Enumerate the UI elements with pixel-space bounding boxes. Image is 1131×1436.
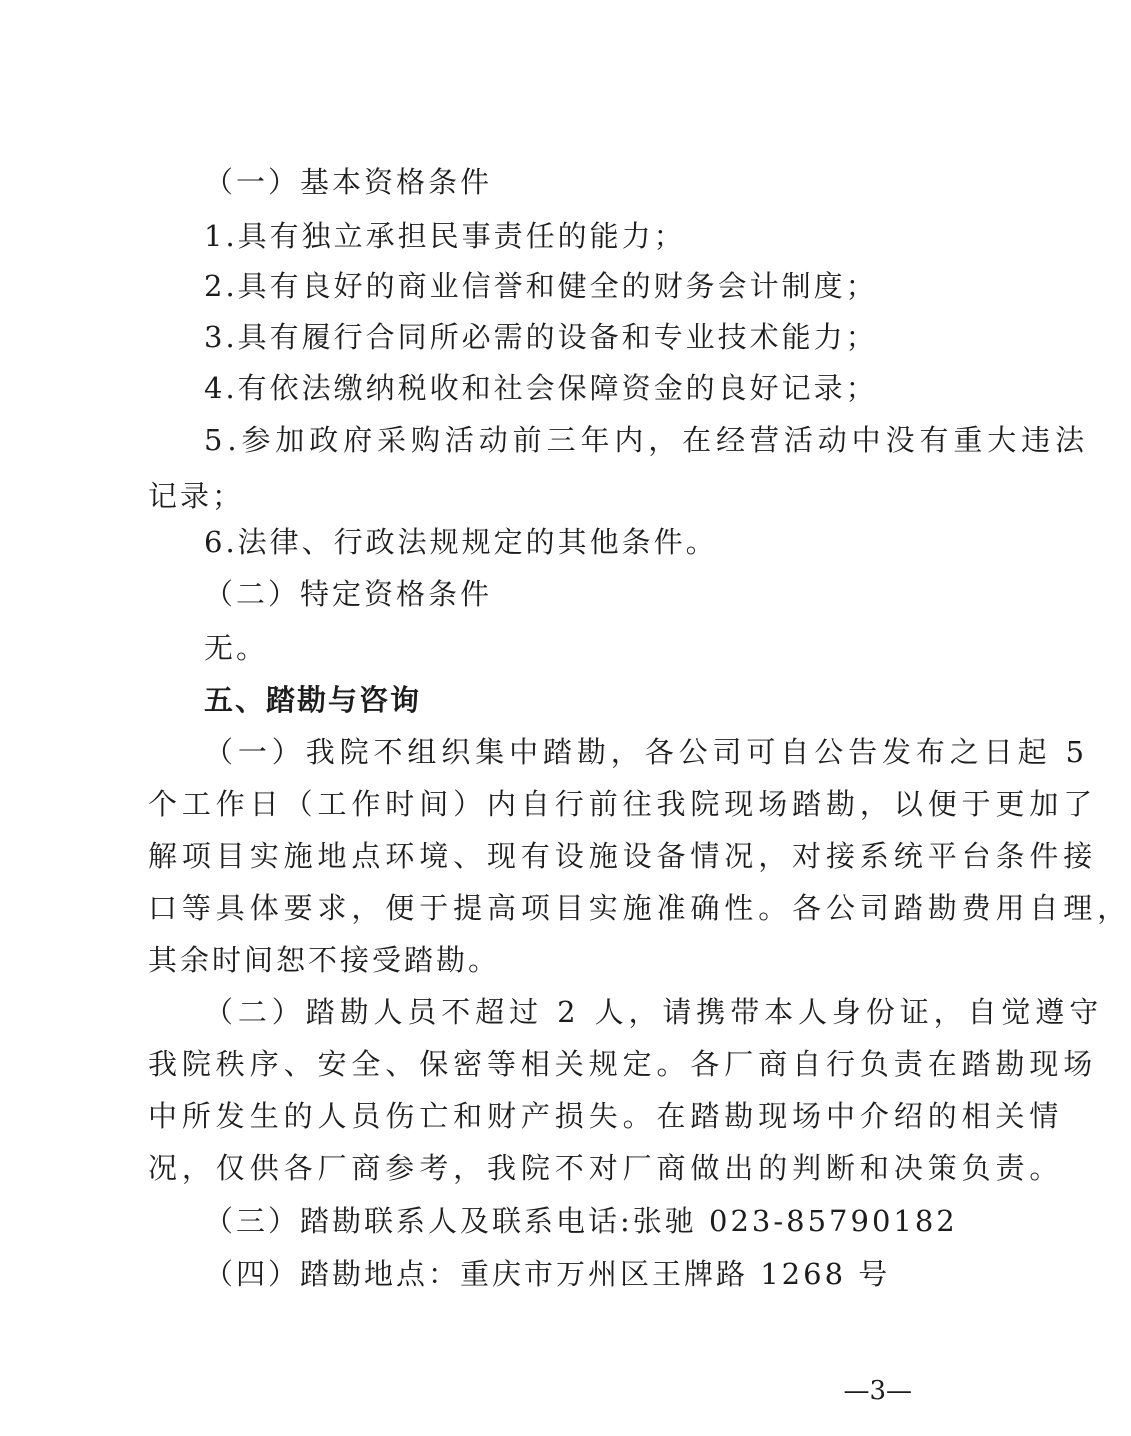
requirement-item-6: 6.法律、行政法规规定的其他条件。 (204, 525, 718, 559)
section-heading-site-visit: 五、踏勘与咨询 (204, 683, 422, 717)
requirement-item-1: 1.具有独立承担民事责任的能力； (204, 219, 686, 253)
page-number: —3— (843, 1376, 912, 1406)
subheading-basic-qualifications: （一）基本资格条件 (204, 165, 493, 199)
site-visit-contact: （三）踏勘联系人及联系电话:张驰 023-85790182 (204, 1204, 958, 1238)
site-visit-paragraph-1-line-4: 口等具体要求，便于提高项目实施准确性。各公司踏勘费用自理， (148, 891, 1131, 925)
site-visit-paragraph-1-line-2: 个工作日（工作时间）内自行前往我院现场踏勘，以便于更加了 (148, 787, 1098, 821)
requirement-item-5: 5.参加政府采购活动前三年内，在经营活动中没有重大违法 (204, 423, 1089, 457)
requirement-item-3: 3.具有履行合同所必需的设备和专业技术能力； (204, 320, 878, 354)
site-visit-location: （四）踏勘地点：重庆市万州区王牌路 1268 号 (204, 1257, 891, 1291)
site-visit-paragraph-1-line-1: （一）我院不组织集中踏勘，各公司可自公告发布之日起 5 (204, 735, 1089, 769)
requirement-item-5-continued: 记录； (148, 479, 245, 513)
specific-qualifications-none: 无。 (204, 631, 269, 665)
site-visit-paragraph-2-line-4: 况，仅供各厂商参考，我院不对厂商做出的判断和决策负责。 (148, 1151, 1064, 1185)
site-visit-paragraph-2-line-1: （二）踏勘人员不超过 2 人，请携带本人身份证，自觉遵守 (204, 995, 1104, 1029)
requirement-item-2: 2.具有良好的商业信誉和健全的财务会计制度； (204, 269, 878, 303)
site-visit-paragraph-2-line-2: 我院秩序、安全、保密等相关规定。各厂商自行负责在踏勘现场 (148, 1047, 1098, 1081)
site-visit-paragraph-2-line-3: 中所发生的人员伤亡和财产损失。在踏勘现场中介绍的相关情 (148, 1099, 1064, 1133)
site-visit-paragraph-1-line-3: 解项目实施地点环境、现有设施设备情况，对接系统平台条件接 (148, 839, 1098, 873)
site-visit-paragraph-1-line-5: 其余时间恕不接受踏勘。 (148, 943, 501, 977)
requirement-item-4: 4.有依法缴纳税收和社会保障资金的良好记录； (204, 371, 878, 405)
subheading-specific-qualifications: （二）特定资格条件 (204, 577, 493, 611)
